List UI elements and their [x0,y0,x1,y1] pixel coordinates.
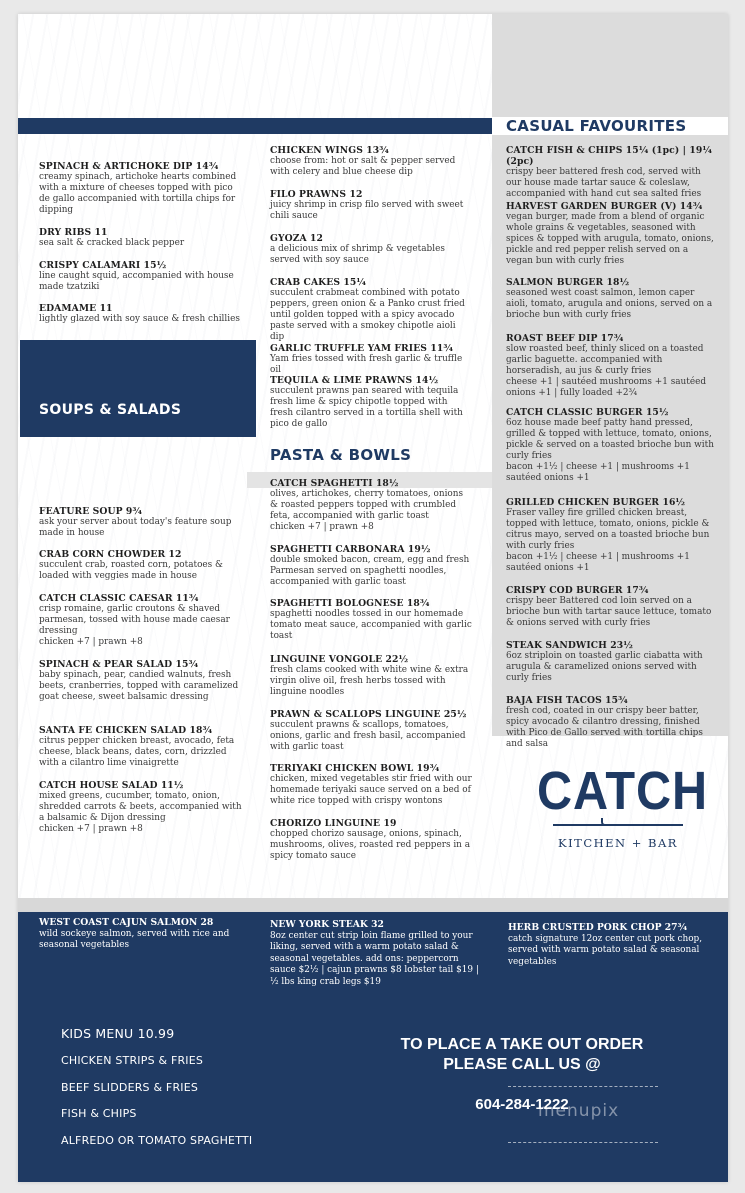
menu-item-name: CRAB CORN CHOWDER 12 [39,549,182,560]
menu-item [39,260,244,293]
menu-item-name: BAJA FISH TACOS 15¾ [506,695,628,706]
menu-item-name: GARLIC TRUFFLE YAM FRIES 11¾ [270,343,453,354]
soups-salads-title: SOUPS & SALADS [39,402,182,418]
menu-item [506,695,716,750]
logo-wordmark: CATCH [537,761,708,821]
menu-item [270,343,472,376]
menu-item-description: line caught squid, accompanied with house made tzatziki [39,271,234,292]
menu-item [506,201,716,267]
main-course-item [270,919,480,988]
menu-item-name: SPAGHETTI CARBONARA 19½ [270,544,431,555]
main-course-item [508,922,708,968]
menu-item-description: chopped chorizo sausage, onions, spinach, mushrooms, olives, roasted red peppers in a spicy tomato sauce [270,829,471,861]
menu-item-description: baby spinach, pear, candied walnuts, fresh beets, cranberries, topped with caramelized goat cheese, sweet balsamic dressing [39,670,239,702]
menu-item-description: 6oz house made beef patty hand pressed, grilled & topped with lettuce, tomato, onions, pickle & served on a toasted brioche bun with curly fries [506,418,714,461]
soups-salads-box [20,340,256,437]
menu-item [270,654,472,698]
takeout-line1: TO PLACE A TAKE OUT ORDER [400,1036,644,1053]
menu-item-description: double smoked bacon, cream, egg and fresh Parmesan served on spaghetti noodles, accompanied with garlic toast [270,555,470,587]
menu-item-name: FEATURE SOUP 9¾ [39,506,143,517]
menu-item-name: CRISPY COD BURGER 17¾ [506,585,649,596]
menu-item [39,780,244,835]
logo-tagline: KITCHEN + BAR [558,836,678,850]
menu-item-description: chicken, mixed vegetables stir fried with our homemade teriyaki sauce served on a bed of white rice topped with crispy wontons [270,774,472,806]
menu-item-description: 6oz striploin on toasted garlic ciabatta with arugula & caramelized onions served with curly fries [506,651,703,683]
menu-item-description: olives, artichokes, cherry tomatoes, onions & roasted peppers topped with crumbled feta, accompanied with garlic toast [270,489,464,521]
menu-item [506,407,716,484]
menu-item-name: SANTA FE CHICKEN SALAD 18¾ [39,725,213,736]
menu-item [39,549,244,582]
menu-item-description: crispy beer Battered cod loin served on a brioche bun with tartar sauce lettuce, tomato & onions served with curly fries [506,596,712,628]
menu-item-name: LINGUINE VONGOLE 22½ [270,654,409,665]
menu-item [270,277,472,343]
menu-item-name: CRAB CAKES 15¼ [270,277,367,288]
menu-item-description: creamy spinach, artichoke hearts combined with a mixture of cheeses topped with pico de gallo accompanied with tortilla chips for dipping [39,172,237,215]
menu-item-name: ROAST BEEF DIP 17¾ [506,333,624,344]
menu-item-name: DRY RIBS 11 [39,227,108,238]
kids-menu-item: ALFREDO OR TOMATO SPAGHETTI [61,1133,253,1147]
pasta-bowls-title: PASTA & BOWLS [270,446,412,464]
menu-item-description: juicy shrimp in crisp filo served with sweet chili sauce [270,200,464,221]
menu-item [506,145,716,200]
menu-item-name: STEAK SANDWICH 23½ [506,640,633,651]
menu-item-description: mixed greens, cucumber, tomato, onion, shredded carrots & beets, accompanied with a balsamic & Dijon dressing [39,791,242,823]
menu-item-description: crisp romaine, garlic croutons & shaved parmesan, tossed with house made caesar dressing [39,604,230,636]
menu-item-description: fresh clams cooked with white wine & extra virgin olive oil, fresh herbs tossed with linguine noodles [270,665,469,697]
menu-item-name: SALMON BURGER 18½ [506,277,630,288]
menu-item-name: CATCH FISH & CHIPS 15¼ (1pc) | 19¼ (2pc) [506,145,713,167]
menu-item-description: succulent crab, roasted corn, potatoes & loaded with veggies made in house [39,560,223,581]
main-course-name: NEW YORK STEAK 32 [270,919,384,930]
main-course-description: wild sockeye salmon, served with rice and seasonal vegetables [39,928,230,950]
watermark-rule-top [508,1086,658,1087]
menu-item [270,709,472,753]
takeout-phone[interactable]: 604-284-1222 [475,1096,569,1113]
main-course-item [39,917,239,952]
menu-item-description: succulent crabmeat combined with potato peppers, green onion & a Panko crust fried until golden topped with a spicy avocado paste served with a smokey chipotle aioli dip [270,288,465,342]
menu-item-description: spaghetti noodles tossed in our homemade tomato meat sauce, accompanied with garlic toast [270,609,472,641]
menu-item [270,598,472,642]
menu-item-name: SPINACH & PEAR SALAD 15¾ [39,659,199,670]
menu-item-addons: bacon +1½ | cheese +1 | mushrooms +1 sautéed onions +1 [506,462,690,483]
menu-item-name: PRAWN & SCALLOPS LINGUINE 25½ [270,709,467,720]
menu-item-name: CATCH HOUSE SALAD 11½ [39,780,184,791]
main-course-description: 8oz center cut strip loin flame grilled to your liking, served with a warm potato salad & seasonal vegetables. add ons: peppercorn sauce $2½ | cajun prawns $8 lobster tail $19 | ½ lbs king crab legs $19 [270,930,479,987]
menu-item-name: SPAGHETTI BOLOGNESE 18¾ [270,598,430,609]
main-course-description: catch signature 12oz center cut pork chop, served with warm potato salad & seasonal vegetables [508,933,703,967]
kids-menu-title: KIDS MENU 10.99 [61,1026,175,1041]
menu-item [270,375,472,430]
menu-item-name: CATCH CLASSIC CAESAR 11¾ [39,593,199,604]
menu-item [270,189,472,222]
takeout-line2: PLEASE CALL US @ [443,1056,601,1073]
menu-item [39,227,244,249]
menu-item-name: GRILLED CHICKEN BURGER 16½ [506,497,686,508]
menu-item [506,277,716,321]
menu-item-description: lightly glazed with soy sauce & fresh chillies [39,314,240,324]
menu-item-description: sea salt & cracked black pepper [39,238,185,248]
watermark-rule-bottom [508,1142,658,1143]
kids-menu-item: CHICKEN STRIPS & FRIES [61,1054,204,1067]
menu-item-name: CHICKEN WINGS 13¾ [270,145,389,156]
menu-item-description: Yam fries tossed with fresh garlic & truffle oil [270,354,463,375]
menu-item-description: vegan burger, made from a blend of organic whole grains & vegetables, seasoned with spices & topped with arugula, tomato, onions, pickle and red pepper relish served on a vegan bun with curly fries [506,212,714,266]
menu-item-description: Fraser valley fire grilled chicken breast, topped with lettuce, tomato, onions, pickle & citrus mayo, served on a toasted brioche bun with curly fries [506,508,710,551]
menu-item-name: TERIYAKI CHICKEN BOWL 19¾ [270,763,440,774]
menu-item-name: CHORIZO LINGUINE 19 [270,818,397,829]
menu-item-description: ask your server about today's feature soup made in house [39,517,232,538]
menu-item-addons: bacon +1½ | cheese +1 | mushrooms +1 sautéed onions +1 [506,552,690,573]
menu-item [506,640,716,684]
menu-item [270,478,472,533]
menu-item-name: GYOZA 12 [270,233,324,244]
watermark: menupix [538,1101,620,1121]
menu-item [270,544,472,588]
menu-item [270,145,472,178]
menu-item-description: succulent prawns & scallops, tomatoes, onions, garlic and fresh basil, accompanied with garlic toast [270,720,466,752]
menu-item [506,333,716,399]
menu-item [270,233,472,266]
logo-rule [553,824,683,826]
menu-item-description: seasoned west coast salmon, lemon caper aioli, tomato, arugula and onions, served on a brioche bun with curly fries [506,288,713,320]
menu-item [39,506,244,539]
menu-item [39,725,244,769]
menu-item-name: HARVEST GARDEN BURGER (V) 14¾ [506,201,703,212]
menu-item [39,161,244,216]
main-course-name: HERB CRUSTED PORK CHOP 27¾ [508,922,688,933]
menu-item [270,763,472,807]
menu-item-addons: chicken +7 | prawn +8 [39,824,143,834]
kids-menu-item: BEEF SLIDDERS & FRIES [61,1080,199,1094]
top-band [18,118,492,134]
menu-item-name: EDAMAME 11 [39,303,113,314]
menu-item-description: citrus pepper chicken breast, avocado, feta cheese, black beans, dates, corn, drizzled with a cilantro lime vinaigrette [39,736,235,768]
menu-item-addons: cheese +1 | sautéed mushrooms +1 sautéed onions +1 | fully loaded +2¾ [506,377,707,398]
menu-item [39,659,244,703]
menu-item-addons: chicken +7 | prawn +8 [270,522,374,532]
menu-item-name: CATCH SPAGHETTI 18½ [270,478,399,489]
casual-favourites-title: CASUAL FAVOURITES [506,117,687,135]
menu-item-name: SPINACH & ARTICHOKE DIP 14¾ [39,161,219,172]
menu-item [39,303,244,325]
kids-menu-item: FISH & CHIPS [61,1107,137,1120]
menu-item-name: CRISPY CALAMARI 15½ [39,260,167,271]
menu-item-addons: chicken +7 | prawn +8 [39,637,143,647]
menu-item-description: crispy beer battered fresh cod, served with our house made tartar sauce & coleslaw, accompanied with hand cut sea salted fries [506,167,702,199]
menu-item [39,593,244,648]
main-course-name: WEST COAST CAJUN SALMON 28 [39,917,214,928]
logo-hook [601,818,605,826]
menu-item-name: TEQUILA & LIME PRAWNS 14½ [270,375,439,386]
menu-item-description: a delicious mix of shrimp & vegetables served with soy sauce [270,244,445,265]
menu-item-description: slow roasted beef, thinly sliced on a toasted garlic baguette. accompanied with horseradish, au jus & curly fries [506,344,704,376]
menu-item-description: choose from: hot or salt & pepper served with celery and blue cheese dip [270,156,456,177]
bottom-top-strip [18,898,728,912]
menu-item-name: CATCH CLASSIC BURGER 15½ [506,407,669,418]
menu-item [506,585,716,629]
menu-item-description: succulent prawns pan seared with tequila fresh lime & spicy chipotle topped with fresh cilantro served in a tortilla shell with pico de gallo [270,386,463,429]
menu-item [270,818,472,862]
menu-sheet [18,14,728,1182]
menu-item-name: FILO PRAWNS 12 [270,189,363,200]
logo [528,760,708,850]
menu-item [506,497,716,574]
menu-item-description: fresh cod, coated in our crispy beer batter, spicy avocado & cilantro dressing, finished with Pico de Gallo served with tortilla chips and salsa [506,706,703,749]
